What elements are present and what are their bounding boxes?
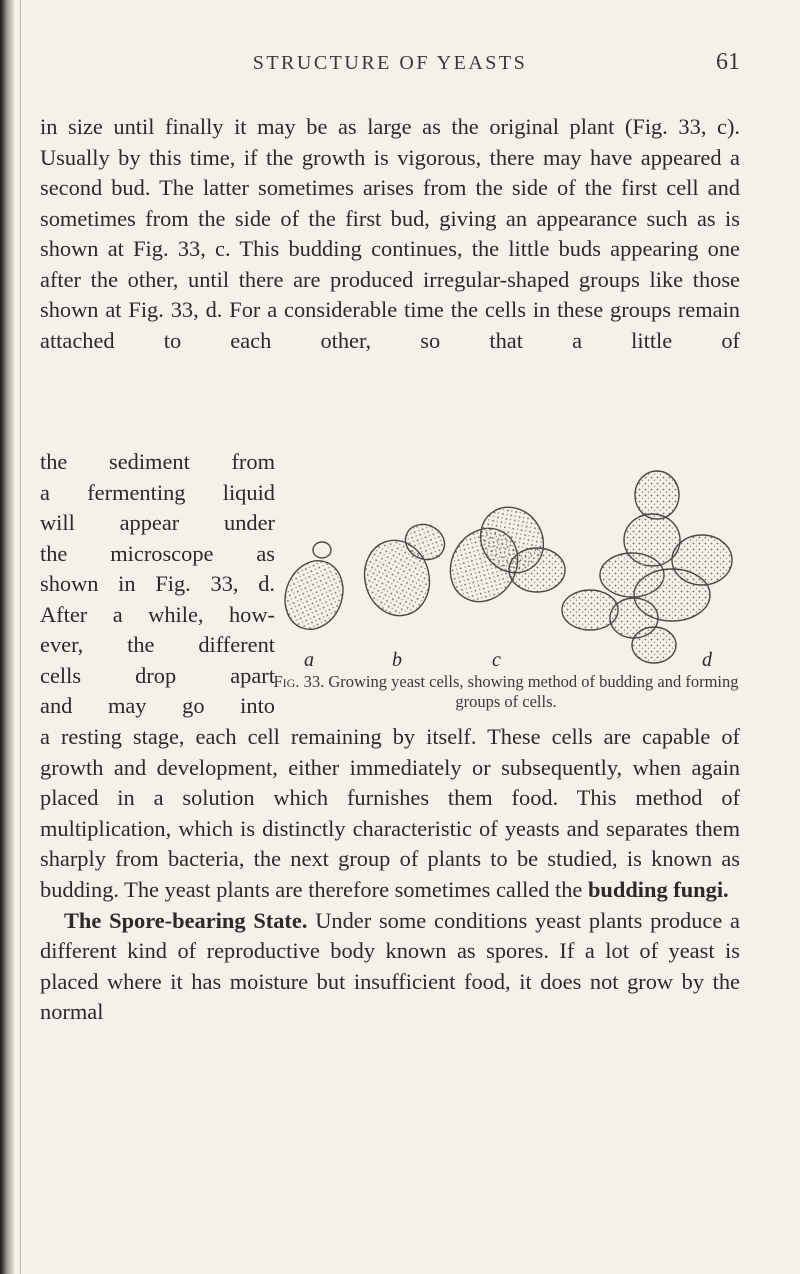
figure-label-d: d (702, 649, 712, 670)
paragraph-text-spores: Under some conditions yeast plants produce a different kind of reproductive body known as spores. If a lot of yeast is placed where it has moisture but insufficient food, it does not grow by the normal (40, 907, 740, 1025)
page-header (40, 49, 740, 82)
figure-label-c: c (492, 649, 501, 670)
yeast-cells-illustration (272, 440, 740, 670)
wrap-line: the microscope as (40, 540, 275, 566)
cell-group-a (276, 542, 353, 637)
section-heading-spore-bearing: The Spore-bearing State. (64, 907, 308, 933)
wrap-line: After a while, how- (40, 601, 275, 627)
wrap-line: a fermenting liquid (40, 479, 275, 505)
figure-caption (272, 672, 740, 712)
wrap-line: the sediment from (40, 449, 275, 474)
figure-caption-text: Growing yeast cells, showing method of budding and forming groups of cells. (328, 672, 739, 711)
gutter-line (20, 0, 21, 1274)
cell-group-c (437, 495, 565, 614)
wrap-line: ever, the different (40, 632, 275, 657)
running-head: STRUCTURE OF YEASTS (252, 52, 528, 74)
wrapped-text-column (40, 447, 275, 722)
paragraph-text: in size until finally it may be as large as the original plant (Fig. 33, c). Usually by this time, if the growth is vigorous, there may have appeared a second bud. The latter sometimes arises from the side of the first cell and sometimes from the side of the first bud, giving an appearance such as is shown at Fig. 33, c. This budding continues, the little buds appearing one after the other, until there are produced irregular-shaped groups like those shown at Fig. 33, d. For a considerable time the cells in these groups remain attached to each other, so that a little of (40, 114, 740, 353)
paragraph-spore-bearing (40, 906, 740, 1028)
wrap-line: cells drop apart (40, 662, 275, 688)
figure-label-b: b (392, 649, 402, 670)
cell-group-d (562, 471, 732, 663)
page-number: 61 (716, 49, 740, 75)
figure-caption-label: Fig. 33. (273, 672, 325, 691)
figure-label-a: a (304, 649, 314, 670)
book-spine-shadow (0, 0, 14, 1274)
figure-33-yeast-budding (272, 440, 740, 730)
term-budding-fungi: budding fungi. (587, 876, 729, 902)
paragraph-budding-growth (40, 112, 740, 356)
wrap-line: will appear under (40, 510, 275, 535)
wrap-line: and may go into (40, 693, 275, 718)
paragraph-text (40, 722, 740, 906)
wrap-line: shown in Fig. 33, d. (40, 571, 275, 596)
paragraph-resting-stage (40, 722, 740, 1028)
cell-group-b (356, 518, 450, 623)
paragraph-text-main: a resting stage, each cell remaining by itself. These cells are capable of growth and development, either immediately or subsequently, when again placed in a solution which furnishes them food. This method of multiplication, which is distinctly characteristic of yeasts and separates them sharply from bacteria, the next group of plants to be studied, is known as budding. The yeast plants are therefore sometimes called the (40, 724, 740, 902)
